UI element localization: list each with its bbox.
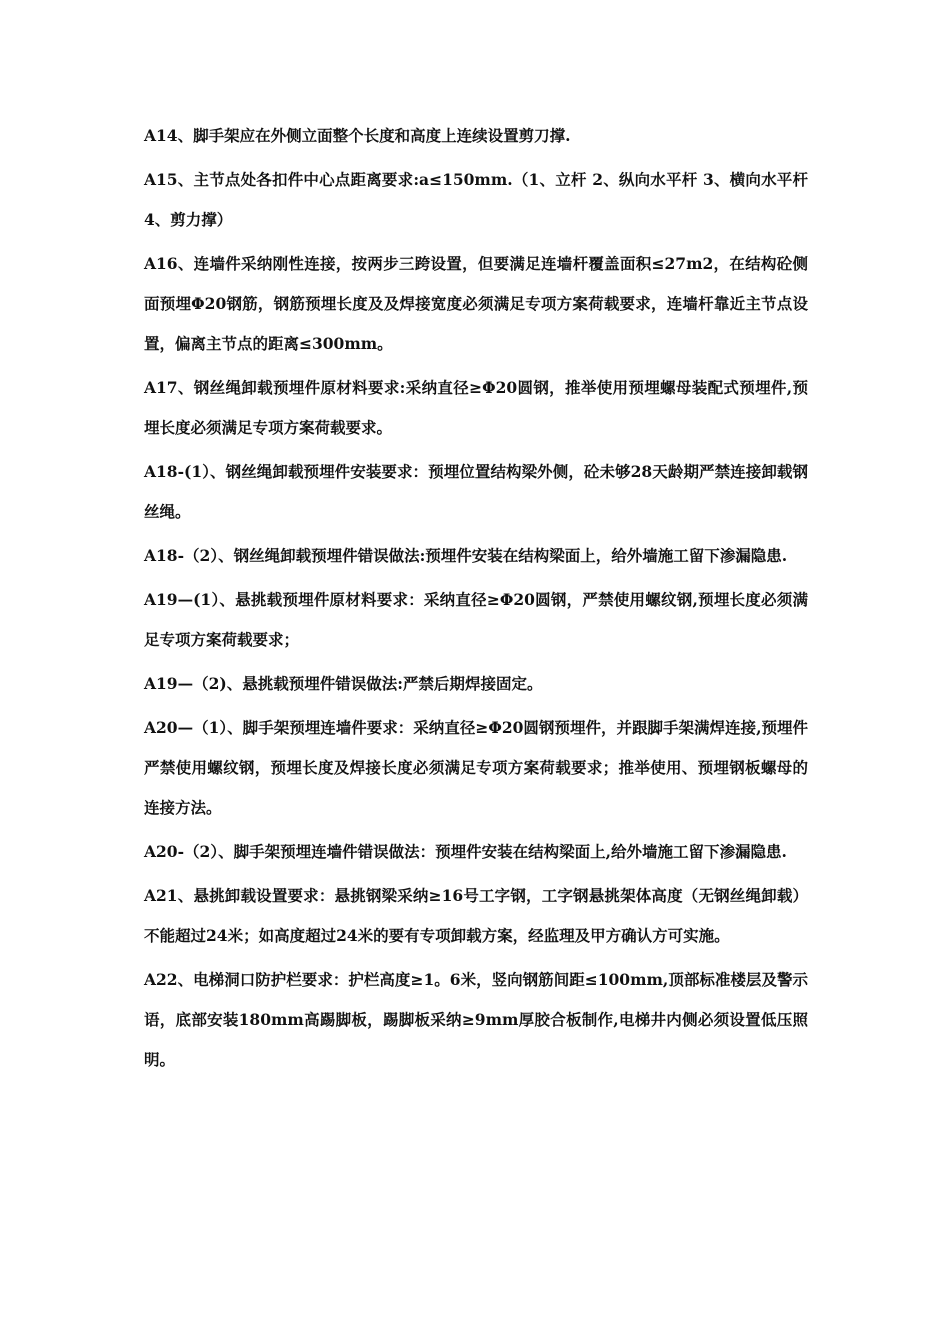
document-body bbox=[144, 116, 808, 1084]
paragraph-a20-2: A20-（2）、脚手架预埋连墙件错误做法：预埋件安装在结构梁面上,给外墙施工留下渗漏隐患. bbox=[144, 842, 787, 861]
paragraph-a16: A16、连墙件采纳刚性连接，按两步三跨设置，但要满足连墙杆覆盖面积≤27m2，在结构砼侧面预埋Φ20钢筋，钢筋预埋长度及及焊接宽度必须满足专项方案荷载要求，连墙杆靠近主节点设置，偏离主节点的距离≤300mm。 bbox=[144, 254, 808, 353]
paragraph-a22: A22、电梯洞口防护栏要求：护栏高度≥1。6米，竖向钢筋间距≤100mm,顶部标准楼层及警示语，底部安装180mm高踢脚板，踢脚板采纳≥9mm厚胶合板制作,电梯井内侧必须设置低压照明。 bbox=[144, 970, 808, 1069]
paragraph-a19-1: A19—(1）、悬挑载预埋件原材料要求：采纳直径≥Φ20圆钢，严禁使用螺纹钢,预埋长度必须满足专项方案荷载要求； bbox=[144, 590, 808, 649]
paragraph-a21: A21、悬挑卸载设置要求：悬挑钢梁采纳≥16号工字钢，工字钢悬挑架体高度（无钢丝绳卸载）不能超过24米；如高度超过24米的要有专项卸载方案，经监理及甲方确认方可实施。 bbox=[144, 886, 808, 945]
paragraph-a18-2: A18-（2）、钢丝绳卸载预埋件错误做法:预埋件安装在结构梁面上，给外墙施工留下渗漏隐患. bbox=[144, 546, 788, 565]
paragraph-a20-1: A20—（1）、脚手架预埋连墙件要求：采纳直径≥Φ20圆钢预埋件，并跟脚手架满焊连接,预埋件严禁使用螺纹钢，预埋长度及焊接长度必须满足专项方案荷载要求；推举使用、预埋钢板螺母的连接方法。 bbox=[144, 718, 808, 817]
paragraph-a18-1: A18-(1）、钢丝绳卸载预埋件安装要求：预埋位置结构梁外侧，砼未够28天龄期严禁连接卸载钢丝绳。 bbox=[144, 462, 808, 521]
paragraph-a14: A14、脚手架应在外侧立面整个长度和高度上连续设置剪刀撑. bbox=[144, 126, 571, 145]
paragraph-a19-2: A19—（2)、悬挑载预埋件错误做法:严禁后期焊接固定。 bbox=[144, 674, 543, 693]
paragraph-a15: A15、主节点处各扣件中心点距离要求:a≤150mm.（1、立杆 2、纵向水平杆 3、横向水平杆 4、剪力撑） bbox=[144, 170, 808, 229]
paragraph-a17: A17、钢丝绳卸载预埋件原材料要求:采纳直径≥Φ20圆钢，推举使用预埋螺母装配式预埋件,预埋长度必须满足专项方案荷载要求。 bbox=[144, 378, 808, 437]
